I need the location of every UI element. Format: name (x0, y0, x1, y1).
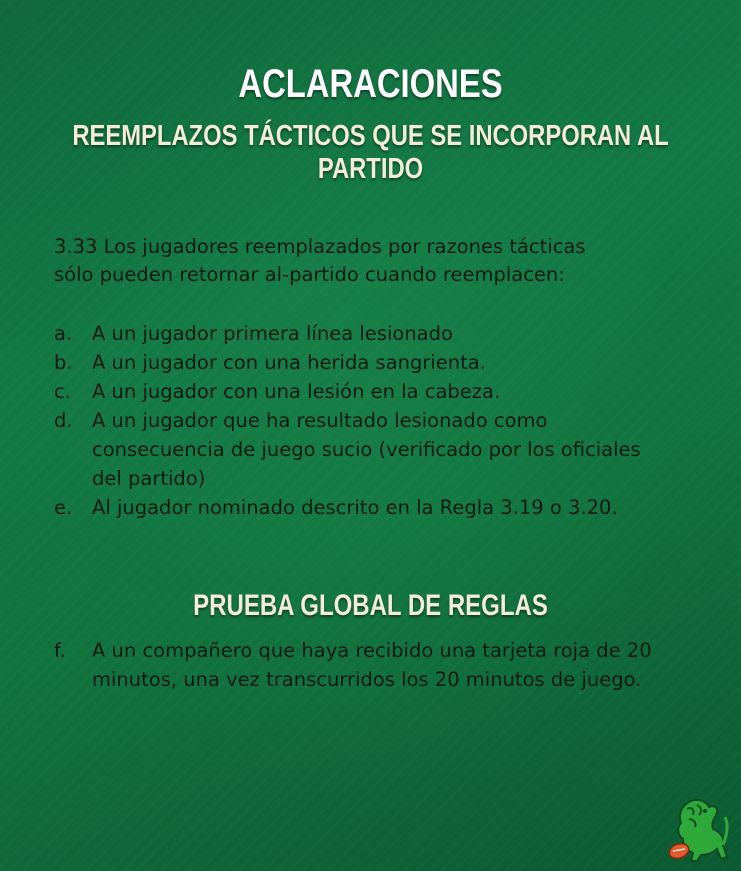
list-item (54, 636, 712, 694)
list-item-text: A un jugador que ha resultado lesionado como consecuencia de juego sucio (verificado por los oficiales del partido) (92, 409, 641, 490)
list-marker: c. (54, 380, 71, 403)
list-item-text: A un jugador con una lesión en la cabeza. (92, 380, 501, 403)
list-marker: d. (54, 409, 73, 432)
list-marker: a. (54, 322, 73, 345)
list-item-text: A un jugador con una herida sangrienta. (92, 351, 486, 374)
list-marker: e. (54, 496, 73, 519)
exceptions-list (54, 319, 694, 522)
intro-line-1: 3.33 Los jugadores reemplazados por razones tácticas (54, 235, 586, 258)
page-title: ACLARACIONES (238, 62, 503, 106)
section-title: PRUEBA GLOBAL DE REGLAS (193, 589, 548, 622)
list-item-text: A un jugador primera línea lesionado (92, 322, 453, 345)
list-marker: f. (54, 639, 66, 662)
list-item-text: A un compañero que haya recibido una tarjeta roja de 20 minutos, una vez transcurridos los 20 minutos de juego. (92, 639, 652, 691)
list-item (54, 319, 694, 348)
global-rules-list (54, 636, 694, 694)
list-item (54, 406, 662, 493)
list-item (54, 493, 694, 522)
list-item-text: Al jugador nominado descrito en la Regla 3.19 o 3.20. (92, 496, 618, 519)
lion-with-rugby-ball-icon (667, 795, 731, 865)
list-item (54, 348, 694, 377)
list-marker: b. (54, 351, 73, 374)
intro-line-2: sólo pueden retornar al-partido cuando reemplacen: (54, 263, 565, 286)
page-subtitle: REEMPLAZOS TÁCTICOS QUE SE INCORPORAN AL PARTIDO (72, 120, 669, 185)
intro-paragraph (54, 233, 684, 289)
list-item (54, 377, 694, 406)
